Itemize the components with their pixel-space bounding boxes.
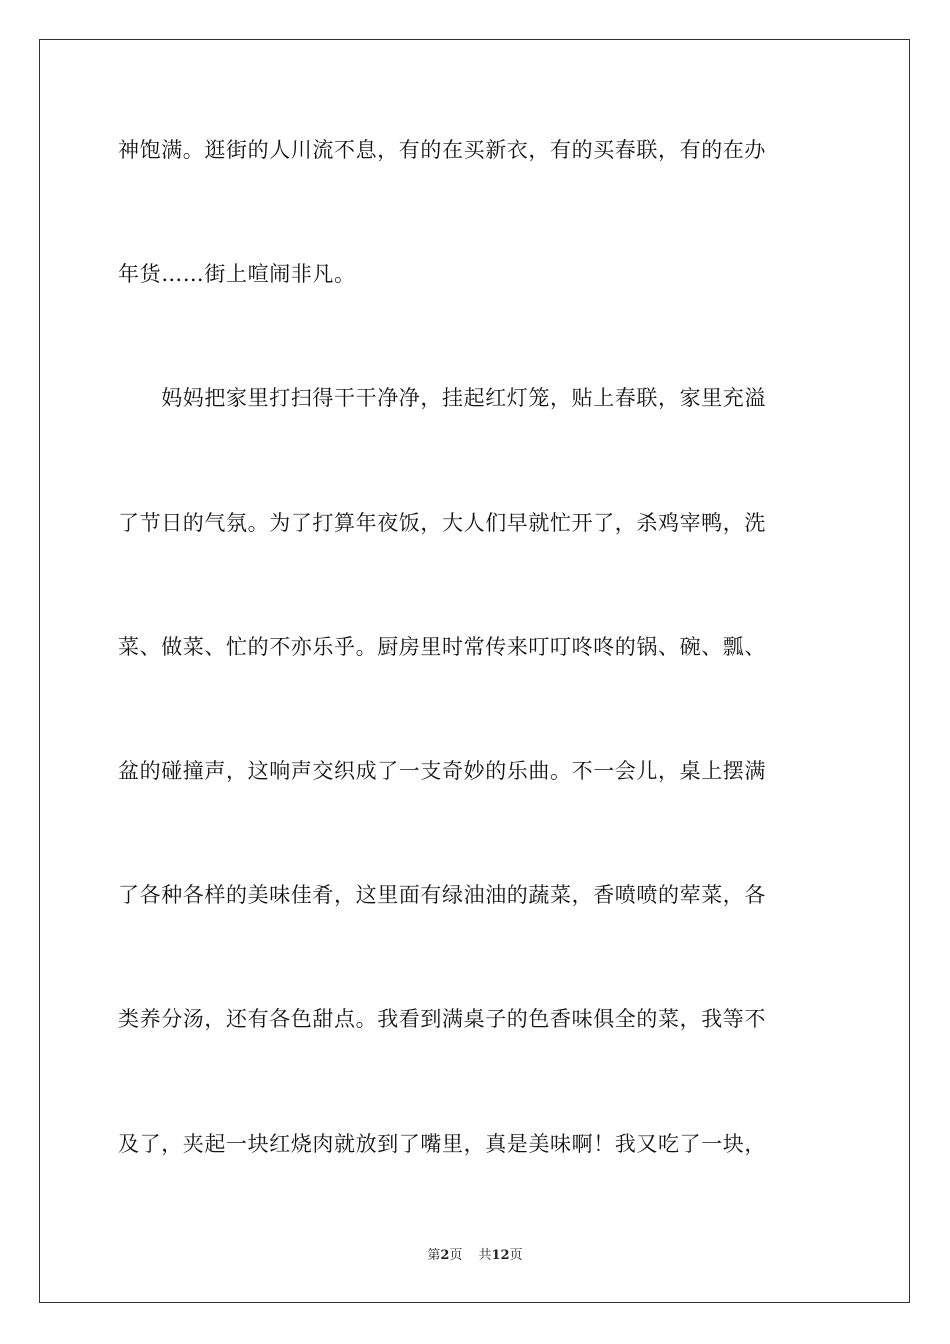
text-line-5: 菜、做菜、忙的不亦乐乎。厨房里时常传来叮叮咚咚的锅、碗、瓢、 (118, 635, 766, 659)
text-line-1: 神饱满。逛街的人川流不息，有的在买新衣，有的买春联，有的在办 (118, 138, 766, 162)
text-line-3: 妈妈把家里打扫得干干净净，挂起红灯笼，贴上春联，家里充溢 (118, 386, 766, 410)
text-line-8: 类养分汤，还有各色甜点。我看到满桌子的色香味俱全的菜，我等不 (118, 1007, 766, 1031)
text-line-6: 盆的碰撞声，这响声交织成了一支奇妙的乐曲。不一会儿，桌上摆满 (118, 759, 766, 783)
total-prefix: 共 (478, 1248, 492, 1263)
total-suffix: 页 (509, 1248, 523, 1263)
page-footer (0, 1247, 950, 1265)
text-line-7: 了各种各样的美味佳肴，这里面有绿油油的蔬菜，香喷喷的荤菜，各 (118, 883, 766, 907)
page-number: 2 (440, 1248, 450, 1263)
page-border (39, 39, 910, 1303)
text-line-2: 年货……街上喧闹非凡。 (118, 262, 356, 286)
page-suffix: 页 (449, 1248, 463, 1263)
text-line-4: 了节日的气氛。为了打算年夜饭，大人们早就忙开了，杀鸡宰鸭，洗 (118, 511, 766, 535)
total-pages: 12 (491, 1248, 510, 1263)
page-prefix: 第 (427, 1248, 441, 1263)
text-line-9: 及了，夹起一块红烧肉就放到了嘴里，真是美味啊！我又吃了一块， (118, 1132, 766, 1156)
